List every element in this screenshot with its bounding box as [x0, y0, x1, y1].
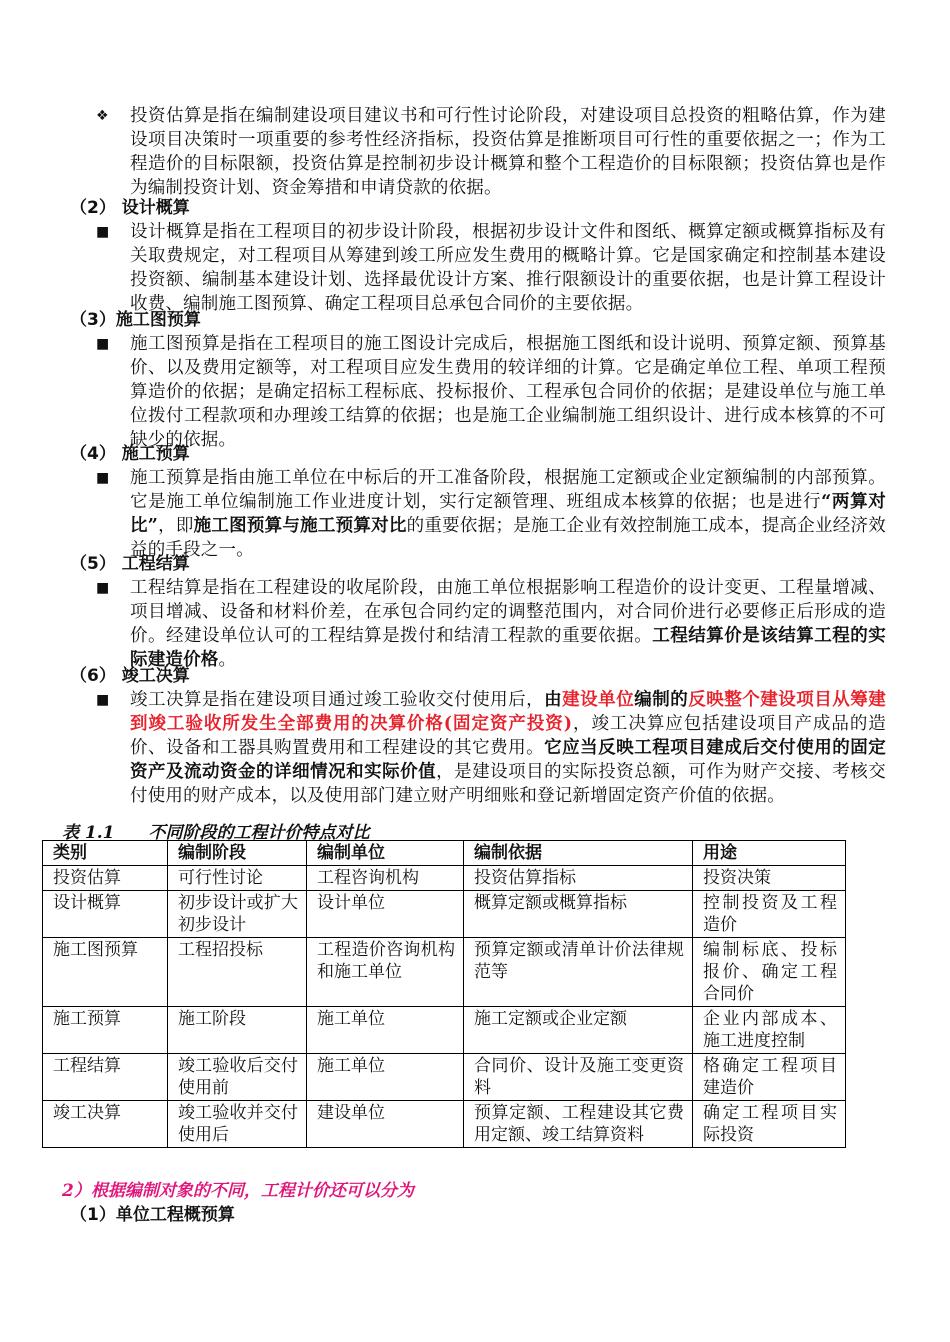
- table-caption: 表 1.1 不同阶段的工程计价特点对比: [62, 823, 370, 843]
- column-header-purpose: 用途: [693, 841, 846, 866]
- text-run: ，即: [158, 516, 194, 536]
- square-bullet-icon: ■: [96, 224, 110, 240]
- heading-construction-drawing-budget: （3）施工图预算: [70, 310, 201, 330]
- table-cell: 施工定额或企业定额: [464, 1007, 693, 1054]
- diamond-bullet-icon: ❖: [96, 108, 109, 124]
- table-cell: 预算定额或清单计价法律规范等: [464, 938, 693, 1007]
- heading-construction-budget: （4） 施工预算: [70, 444, 190, 464]
- column-header-basis: 编制依据: [464, 841, 693, 866]
- text-run: ，是建设项目的实际投资总额，可作为财产交接、考核交付使用的财产成本，以及使用部门建立财产明细账和登记新增固定资产价值的依据。: [130, 762, 886, 806]
- pricing-comparison-table: [42, 840, 846, 1148]
- square-bullet-icon: ■: [96, 692, 110, 708]
- table-cell: 投资决策: [693, 866, 846, 891]
- text-run-bold: 施工图预算与施工预算对比: [193, 516, 407, 536]
- heading-project-settlement: （5） 工程结算: [70, 554, 190, 574]
- heading-final-accounts: （6） 竣工决算: [70, 666, 190, 686]
- table-row: [43, 891, 846, 938]
- text-run: 的重要依据；是施工企业有效控制施工成本，提高企业经济效益的手段之一。: [130, 516, 887, 560]
- table-cell: 施工图预算: [43, 938, 168, 1007]
- text-run-bold: “两算对比”: [130, 492, 886, 536]
- table-cell: 施工阶段: [168, 1007, 307, 1054]
- text-run-bold: 由: [544, 690, 563, 710]
- table-row: [43, 1101, 846, 1148]
- table-cell: 竣工验收并交付使用后: [168, 1101, 307, 1148]
- table-cell: 投资估算指标: [464, 866, 693, 891]
- column-header-stage: 编制阶段: [168, 841, 307, 866]
- table-cell: 企业内部成本、施工进度控制: [693, 1007, 846, 1054]
- table-cell: 合同价、设计及施工变更资料: [464, 1054, 693, 1101]
- table-cell: 竣工决算: [43, 1101, 168, 1148]
- text-run: 。: [218, 650, 237, 670]
- table-cell: 概算定额或概算指标: [464, 891, 693, 938]
- text-run: ，竣工决算应包括建设项目产成品的造价、设备和工器具购置费用和工程建设的其它费用。: [130, 714, 886, 758]
- construction-budget-paragraph: [130, 466, 886, 562]
- text-run: 施工预算是指由施工单位在中标后的开工准备阶段，根据施工定额或企业定额编制的内部预算。它是施工单位编制施工作业进度计划，实行定额管理、班组成本核算的依据；也是进行: [130, 468, 886, 512]
- column-header-category: 类别: [43, 841, 168, 866]
- table-cell: 设计单位: [307, 891, 464, 938]
- table-cell: 投资估算: [43, 866, 168, 891]
- column-header-unit: 编制单位: [307, 841, 464, 866]
- table-cell: 工程招投标: [168, 938, 307, 1007]
- table-cell: 竣工验收后交付使用前: [168, 1054, 307, 1101]
- table-cell: 施工单位: [307, 1007, 464, 1054]
- table-cell: 可行性讨论: [168, 866, 307, 891]
- investment-estimate-paragraph: 投资估算是指在编制建设项目建议书和可行性讨论阶段，对建设项目总投资的粗略估算，作为建设项目决策时一项重要的参考性经济指标，投资估算是推断项目可行性的重要依据之一；作为工程造价的目标限额，投资估算是控制初步设计概算和整个工程造价的目标限额；投资估算也是作为编制投资计划、资金筹措和申请贷款的依据。: [130, 106, 886, 198]
- text-run-red: 建设单位: [562, 690, 635, 710]
- table-row: [43, 1007, 846, 1054]
- square-bullet-icon: ■: [96, 470, 110, 486]
- table-row: [43, 938, 846, 1007]
- table-cell: 确定工程项目实际投资: [693, 1101, 846, 1148]
- text-run-bold: 编制的: [634, 690, 689, 710]
- text-run: 工程结算是指在工程建设的收尾阶段，由施工单位根据影响工程造价的设计变更、工程量增减、项目增减、设备和材料价差，在承包合同约定的调整范围内，对合同价进行必要修正后形成的造价。经建设单位认可的工程结算是拨付和结清工程款的重要依据。: [130, 578, 886, 646]
- table-cell: 施工单位: [307, 1054, 464, 1101]
- table-cell: 设计概算: [43, 891, 168, 938]
- final-accounts-paragraph: [130, 688, 886, 808]
- text-run-bold: 它应当反映工程项目建成后交付使用的固定资产及流动资金的详细情况和实际价值: [130, 738, 886, 782]
- table-row: [43, 1054, 846, 1101]
- table-cell: 建设单位: [307, 1101, 464, 1148]
- classification-subtitle: 2）根据编制对象的不同，工程计价还可以分为: [62, 1181, 414, 1201]
- table-cell: 初步设计或扩大初步设计: [168, 891, 307, 938]
- table-row: [43, 866, 846, 891]
- table-cell: 施工预算: [43, 1007, 168, 1054]
- square-bullet-icon: ■: [96, 336, 110, 352]
- table-cell: 格确定工程项目建造价: [693, 1054, 846, 1101]
- text-run-red: 反映整个建设项目从筹建到竣工验收所发生全部费用的决算价格(固定资产投资): [130, 690, 886, 734]
- text-run-bold: 工程结算价是该结算工程的实际建造价格: [130, 626, 886, 670]
- table-cell: 工程结算: [43, 1054, 168, 1101]
- design-estimate-paragraph: 设计概算是指在工程项目的初步设计阶段，根据初步设计文件和图纸、概算定额或概算指标及有关取费规定，对工程项目从筹建到竣工所应发生费用的概略计算。它是国家确定和控制基本建设投资额、编制基本建设计划、选择最优设计方案、推行限额设计的重要依据，也是计算工程设计收费、编制施工图预算、确定工程项目总承包合同价的主要依据。: [130, 222, 886, 314]
- text-run: 竣工决算是指在建设项目通过竣工验收交付使用后，: [130, 690, 545, 710]
- square-bullet-icon: ■: [96, 580, 110, 596]
- heading-design-estimate: （2） 设计概算: [70, 198, 190, 218]
- table-cell: 工程造价咨询机构和施工单位: [307, 938, 464, 1007]
- table-cell: 预算定额、工程建设其它费用定额、竣工结算资料: [464, 1101, 693, 1148]
- table-cell: 控制投资及工程造价: [693, 891, 846, 938]
- table-cell: 编制标底、投标报价、确定工程合同价: [693, 938, 846, 1007]
- project-settlement-paragraph: [130, 576, 886, 672]
- heading-unit-project-estimate: （1）单位工程概预算: [70, 1205, 235, 1225]
- table-cell: 工程咨询机构: [307, 866, 464, 891]
- table-header-row: [43, 841, 846, 866]
- construction-drawing-budget-paragraph: 施工图预算是指在工程项目的施工图设计完成后，根据施工图纸和设计说明、预算定额、预算基价、以及费用定额等，对工程项目应发生费用的较详细的计算。它是确定单位工程、单项工程预算造价的依据；是确定招标工程标底、投标报价、工程承包合同价的依据；是建设单位与施工单位拨付工程款项和办理竣工结算的依据；也是施工企业编制施工组织设计、进行成本核算的不可缺少的依据。: [130, 334, 886, 450]
